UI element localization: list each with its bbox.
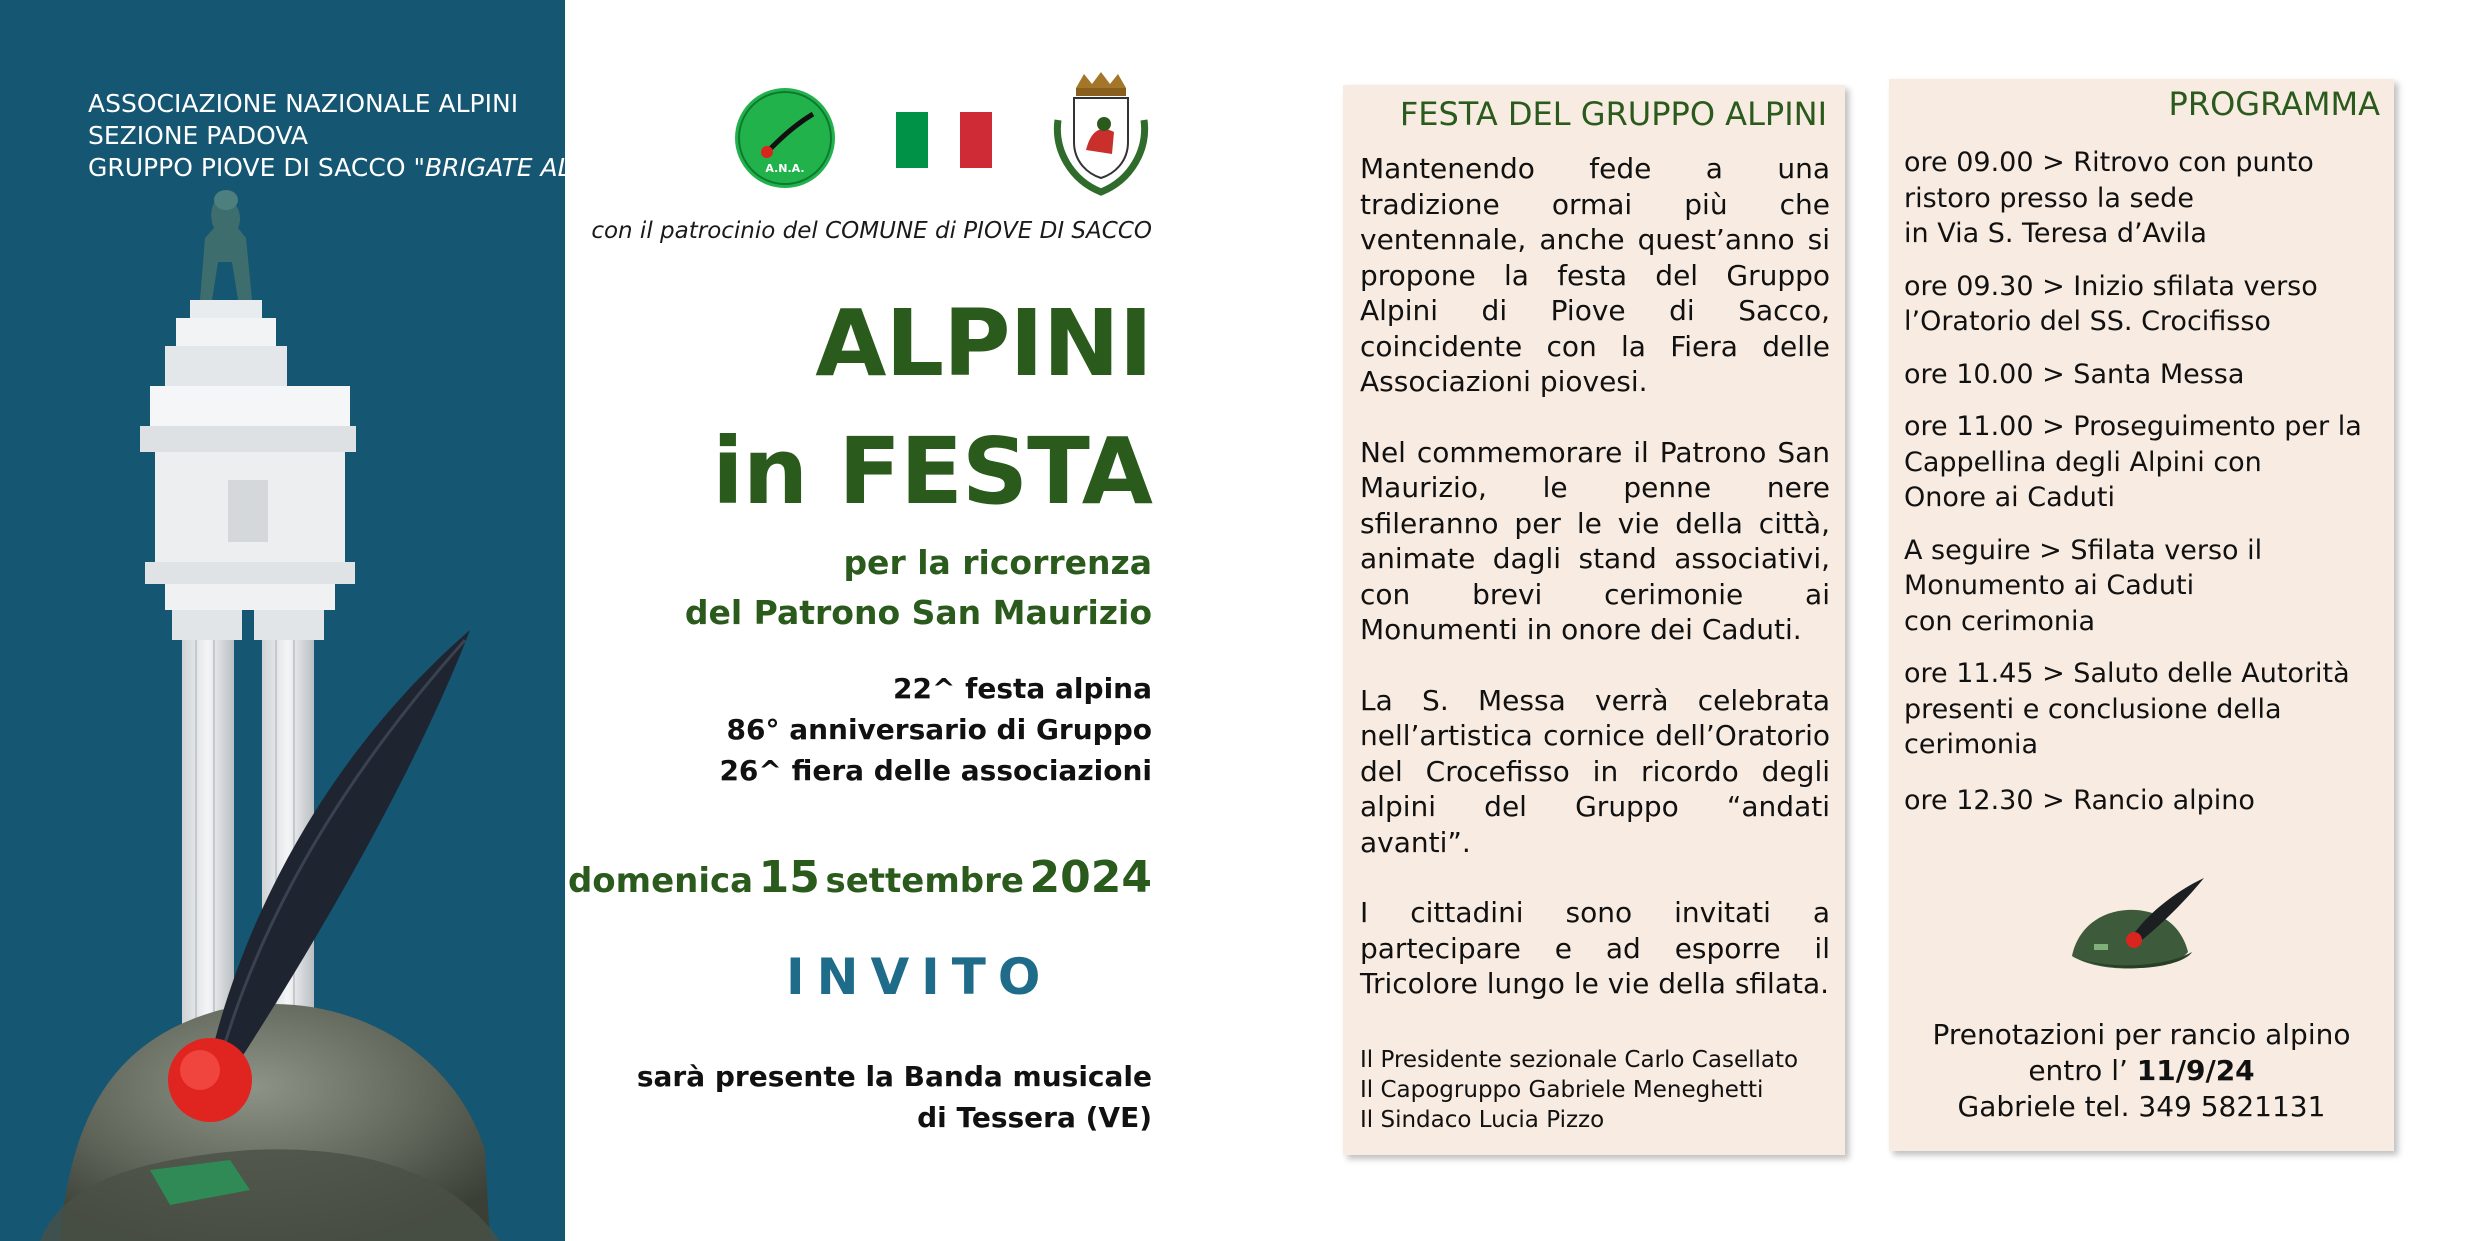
programma-item: ore 12.30 > Rancio alpino: [1904, 784, 2255, 816]
festa-paragraph: Nel commemorare il Patrono San Maurizio, le penne nere sfileranno per le vie della città, animate dagli stand associativi, con brevi cerimonie ai Monumenti in onore dei Caduti.: [1360, 435, 1830, 646]
date-month: settembre: [825, 861, 1024, 901]
event-facts: [719, 668, 1152, 791]
invito-heading: INVITO: [786, 948, 1053, 1006]
festa-panel-title: FESTA DEL GRUPPO ALPINI: [1399, 95, 1827, 133]
signature-presidente: Il Presidente sezionale Carlo Casellato: [1360, 1047, 1799, 1073]
group-name: [88, 152, 640, 184]
title-in-festa: in FESTA: [712, 418, 1152, 525]
patronage-text: con il patrocinio del COMUNE di PIOVE DI SACCO: [591, 218, 1152, 244]
group-name-suffix: ": [628, 153, 640, 182]
festa-paragraph: Mantenendo fede a una tradizione ormai più che ventennale, anche quest’anno si propone la festa del Gruppo Alpini di Piove di Sacco, coincidente con la Fiera delle Associazioni piovesi.: [1360, 152, 1830, 398]
occasion-line2: del Patrono San Maurizio: [684, 593, 1152, 632]
date-weekday: domenica: [567, 861, 754, 901]
svg-text:A.N.A.: A.N.A.: [765, 162, 805, 175]
fact-fiera: 26^ fiera delle associazioni: [719, 754, 1152, 787]
crest-icon: [1046, 70, 1156, 198]
alpine-hat-icon: [2064, 874, 2214, 984]
programma-list: [1904, 145, 2384, 835]
festa-panel-body: [1360, 151, 1830, 1037]
group-name-prefix: GRUPPO PIOVE DI SACCO ": [88, 153, 425, 182]
signature-capogruppo: Il Capogruppo Gabriele Meneghetti: [1360, 1077, 1764, 1103]
programma-item: ore 11.45 > Saluto delle Autorità presenti e conclusione della cerimonia: [1904, 658, 2350, 760]
programma-item: A seguire > Sfilata verso il Monumento ai Caduti con cerimonia: [1904, 534, 2263, 637]
band-notice: [637, 1056, 1152, 1138]
signature-sindaco: Il Sindaco Lucia Pizzo: [1360, 1107, 1605, 1133]
ana-logo-icon: [733, 86, 837, 190]
prenotazioni-phone: Gabriele tel. 349 5821131: [1957, 1090, 2326, 1123]
title-alpini: ALPINI: [815, 290, 1152, 397]
prenotazioni: [1889, 1017, 2394, 1125]
fact-festa: 22^ festa alpina: [893, 672, 1152, 705]
programma-item: ore 11.00 > Proseguimento per la Cappellina degli Alpini con Onore ai Caduti: [1904, 411, 2362, 513]
date-year: 2024: [1029, 852, 1152, 903]
programma-title: PROGRAMMA: [2168, 85, 2380, 123]
signatures: [1360, 1045, 1798, 1135]
event-date: [568, 852, 1152, 903]
festa-panel: [1343, 85, 1845, 1155]
prenotazioni-line1: Prenotazioni per rancio alpino: [1932, 1018, 2351, 1051]
programma-item: ore 10.00 > Santa Messa: [1904, 358, 2245, 390]
programma-item: ore 09.00 > Ritrovo con punto ristoro presso la sede in Via S. Teresa d’Avila: [1904, 147, 2314, 249]
fact-anniversario: 86° anniversario di Gruppo: [726, 713, 1152, 746]
festa-paragraph: La S. Messa verrà celebrata nell’artistica cornice dell’Oratorio del Crocefisso in ricordo degli alpini del Gruppo “andati avanti”.: [1360, 683, 1830, 859]
programma-panel: [1889, 79, 2394, 1151]
monument-photo-band: [0, 0, 565, 1241]
festa-paragraph: I cittadini sono invitati a partecipare e ad esporre il Tricolore lungo le vie della sfilata.: [1360, 896, 1830, 1000]
section-name: SEZIONE PADOVA: [88, 121, 308, 150]
group-name-brigade: BRIGATE ALPINE: [424, 153, 629, 182]
programma-item: ore 09.30 > Inizio sfilata verso l’Oratorio del SS. Crocifisso: [1904, 270, 2318, 337]
italian-flag-icon: [896, 112, 992, 168]
association-header: [88, 88, 640, 184]
band-line2: di Tessera (VE): [917, 1101, 1152, 1134]
prenotazioni-line2: [1889, 1053, 2394, 1089]
occasion-text: [685, 538, 1152, 638]
prenotazioni-deadline-label: entro l’: [2028, 1054, 2137, 1087]
date-day: 15: [758, 852, 820, 903]
monument-hat-illustration: [0, 0, 565, 1241]
occasion-line1: per la ricorrenza: [843, 543, 1152, 582]
prenotazioni-deadline: 11/9/24: [2136, 1054, 2255, 1087]
association-name: ASSOCIAZIONE NAZIONALE ALPINI: [88, 89, 519, 118]
band-line1: sarà presente la Banda musicale: [636, 1060, 1152, 1093]
